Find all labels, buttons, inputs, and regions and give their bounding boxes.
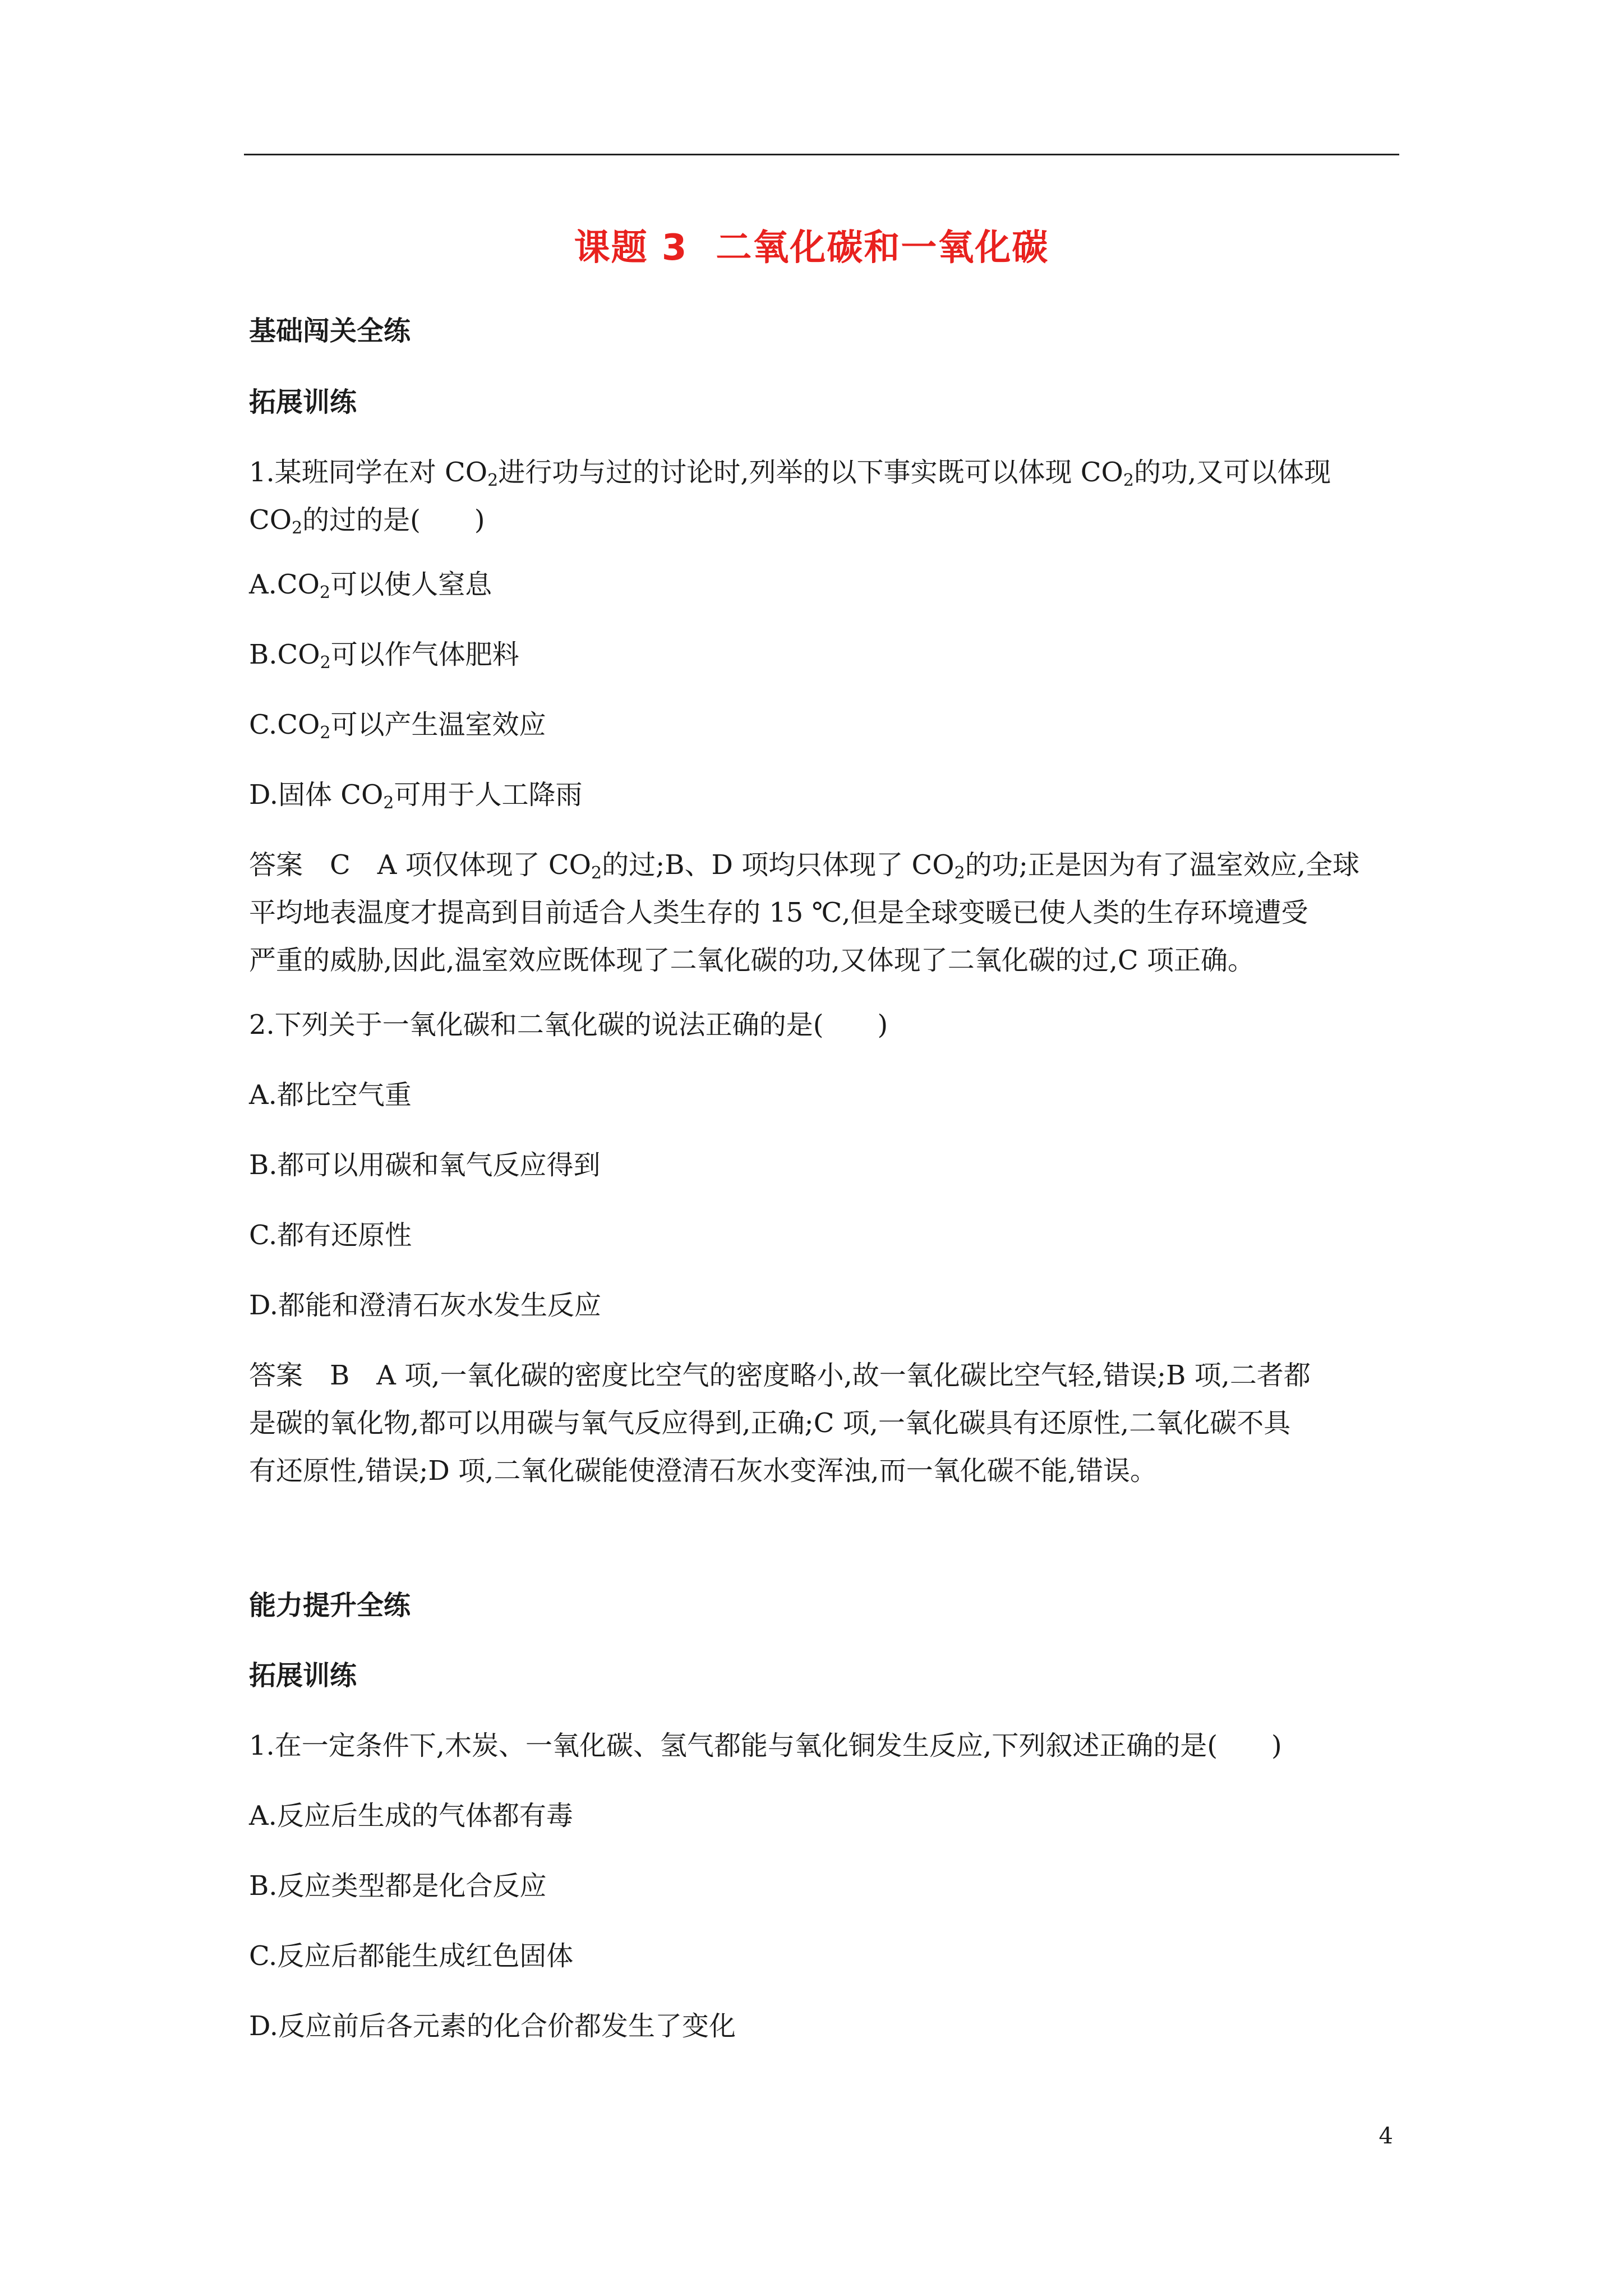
question-2-answer: 答案 B A 项,一氧化碳的密度比空气的密度略小,故一氧化碳比空气轻,错误;B 项,二者都 是碳的氧化物,都可以用碳与氧气反应得到,正确;C 项,一氧化碳具有还原性,二氧化碳不具 有还原性,错误;D 项,二氧化碳能使澄清石灰水变浑浊,而一氧化碳不能,错误。: [249, 1360, 1311, 1487]
section-subheading-1: 拓展训练: [249, 386, 357, 418]
question-1-answer: 答案 C A 项仅体现了 $CO_2$的过;B、D 项均只体现了 $CO_2$的功;正是因为有了温室效应,全球 平均地表温度才提高到目前适合人类生存的 15 ℃,但是全球变暖已使人类的生存环境遭受 严重的威胁,因此,温室效应既体现了二氧化碳的功,又体现了二氧化碳的过,C 项正确。: [249, 849, 1360, 976]
question-2-option-b: B.都可以用碳和氧气反应得到: [249, 1149, 601, 1181]
title-main: 二氧化碳和一氧化碳: [716, 227, 1049, 269]
question-3-option-b: B.反应类型都是化合反应: [249, 1870, 547, 1902]
question-1-option-b: $B.CO_2$可以作气体肥料: [249, 639, 519, 673]
question-3-option-a: A.反应后生成的气体都有毒: [249, 1800, 573, 1832]
title-prefix: 课题 3: [574, 227, 688, 269]
question-2-stem: 2.下列关于一氧化碳和二氧化碳的说法正确的是( ): [249, 1009, 888, 1041]
question-3-stem: 1.在一定条件下,木炭、一氧化碳、氢气都能与氧化铜发生反应,下列叙述正确的是( ): [249, 1730, 1282, 1761]
question-3-option-d: D.反应前后各元素的化合价都发生了变化: [249, 2010, 736, 2042]
question-3-option-c: C.反应后都能生成红色固体: [249, 1940, 574, 1972]
section-heading-basic: 基础闯关全练: [249, 315, 411, 347]
section-subheading-2: 拓展训练: [249, 1660, 357, 1691]
question-1-option-d: D.固体 $CO_2$可用于人工降雨: [249, 779, 583, 813]
question-2-option-c: C.都有还原性: [249, 1220, 412, 1251]
page-number: 4: [1378, 2123, 1393, 2149]
section-heading-advanced: 能力提升全练: [249, 1590, 411, 1621]
question-1-option-a: $A.CO_2$可以使人窒息: [249, 569, 492, 602]
question-2-option-a: A.都比空气重: [249, 1079, 412, 1111]
question-1-stem: 1.某班同学在对 $CO_2$进行功与过的讨论时,列举的以下事实既可以体现 $CO_2$的功,又可以体现 $CO_2$的过的是( ): [249, 457, 1331, 538]
question-2-option-d: D.都能和澄清石灰水发生反应: [249, 1290, 602, 1321]
page-title: [0, 219, 1623, 270]
question-1-option-c: $C.CO_2$可以产生温室效应: [249, 709, 546, 743]
header-rule: [244, 154, 1399, 155]
